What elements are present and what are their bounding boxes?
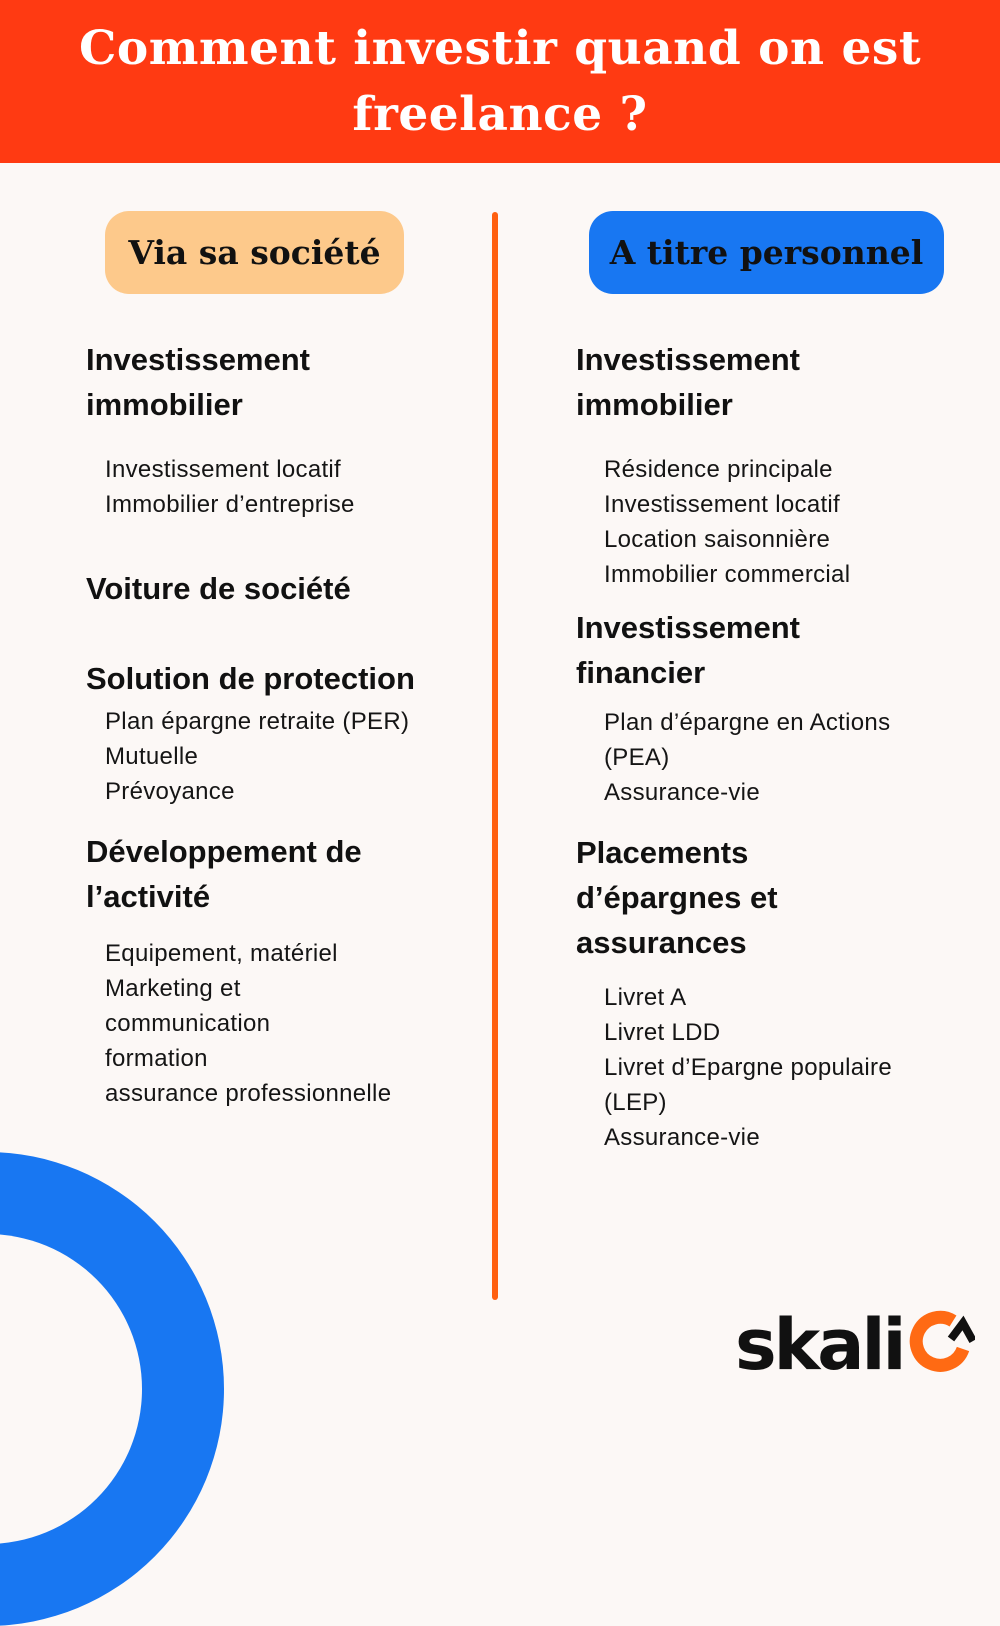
page-title: Comment investir quand on est freelance ? [78, 20, 922, 142]
logo-wordmark: skali [735, 1304, 904, 1386]
right-column [576, 337, 976, 1155]
section-title: Développement de l’activité [86, 834, 362, 914]
section-title: Placements d’épargnes et assurances [576, 835, 778, 960]
list-item: Immobilier commercial [604, 561, 851, 588]
section-items [86, 936, 445, 1111]
list-item: Livret A [604, 984, 687, 1011]
left-column [86, 337, 486, 1111]
logo-circular-arrow-icon [907, 1309, 975, 1382]
section-title: Voiture de société [86, 571, 351, 606]
skalio-logo [735, 1300, 975, 1390]
list-item: Plan épargne retraite (PER) [105, 708, 410, 735]
list-item: Mutuelle [105, 743, 199, 770]
list-item: Assurance-vie [604, 1124, 760, 1151]
section-title: Investissement immobilier [86, 342, 310, 422]
list-item: formation [105, 1045, 208, 1072]
list-item: assurance professionnelle [105, 1080, 392, 1107]
section-items [86, 452, 486, 522]
list-item: Immobilier d’entreprise [105, 491, 355, 518]
pill-titre-personnel: A titre personnel [589, 211, 944, 294]
pill-via-societe: Via sa société [105, 211, 404, 294]
section-title: Investissement financier [576, 610, 800, 690]
section-items [576, 705, 944, 810]
section-items [576, 980, 944, 1155]
section-items [576, 452, 976, 592]
column-divider [492, 212, 498, 1300]
section-title: Investissement immobilier [576, 342, 800, 422]
list-item: Equipement, matériel [105, 940, 338, 967]
page-header [0, 0, 1000, 163]
section-items [86, 704, 486, 809]
list-item: Prévoyance [105, 778, 235, 805]
list-item: Livret LDD [604, 1019, 721, 1046]
list-item: Location saisonnière [604, 526, 831, 553]
list-item: Assurance-vie [604, 779, 760, 806]
list-item: Marketing et communication [105, 975, 271, 1037]
list-item: Résidence principale [604, 456, 833, 483]
section-title: Solution de protection [86, 661, 415, 696]
list-item: Plan d’épargne en Actions (PEA) [604, 709, 891, 771]
list-item: Investissement locatif [105, 456, 342, 483]
list-item: Livret d’Epargne populaire (LEP) [604, 1054, 892, 1116]
list-item: Investissement locatif [604, 491, 841, 518]
